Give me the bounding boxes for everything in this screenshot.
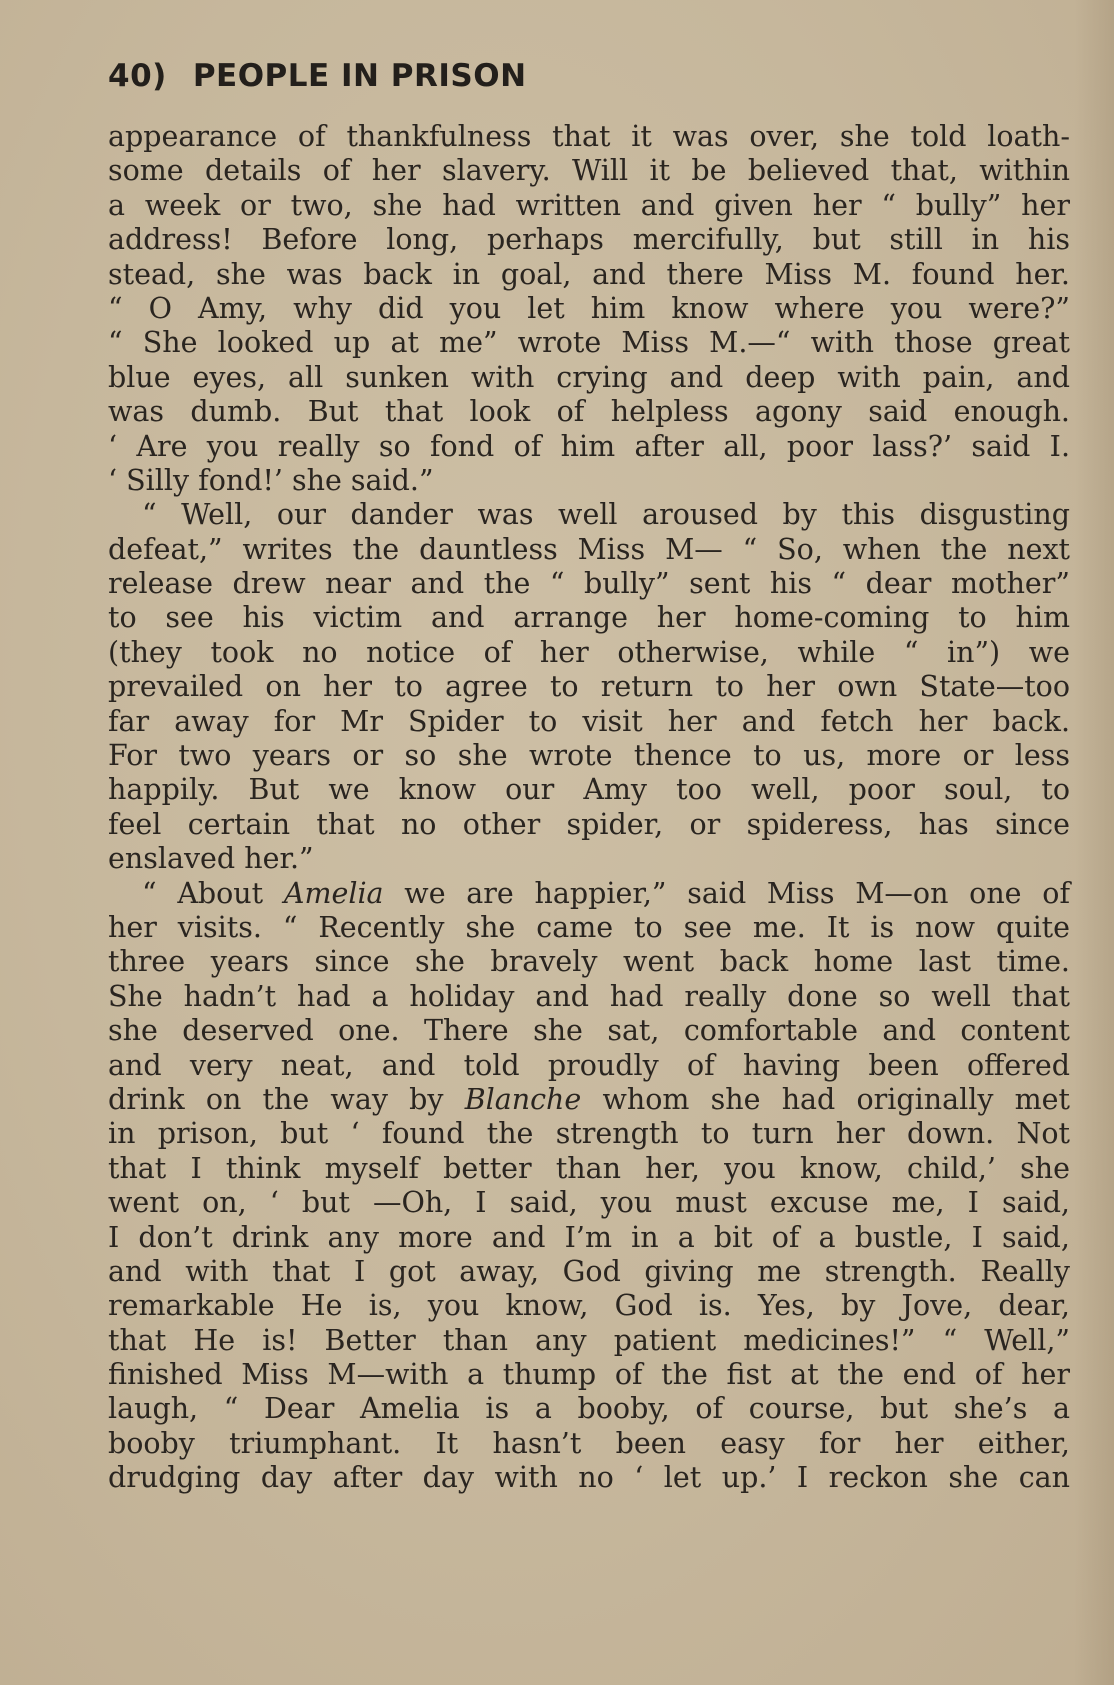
text-line: address! Before long, perhaps mercifully, but still in his (108, 223, 1070, 257)
text-line: a week or two, she had written and given her “ bully” her (108, 188, 1070, 222)
text-run: we are happier,” said Miss M—on one of (383, 876, 1070, 910)
text-line: happily. But we know our Amy too well, poor soul, to (108, 773, 1070, 807)
text-line: appearance of thankfulness that it was over, she told loath- (108, 120, 1070, 153)
text-run: whom she had originally met (581, 1082, 1070, 1116)
text-line: defeat,” writes the dauntless Miss M— “ So, when the next (108, 532, 1070, 566)
text-line: remarkable He is, you know, God is. Yes, by Jove, dear, (108, 1289, 1070, 1323)
text-line: was dumb. But that look of helpless agony said enough. (108, 395, 1070, 429)
text-line: and with that I got away, God giving me strength. Really (108, 1254, 1070, 1288)
text-line (108, 1083, 1070, 1117)
text-line: laugh, “ Dear Amelia is a booby, of course, but she’s a (108, 1392, 1070, 1426)
text-line: in prison, but ‘ found the strength to turn her down. Not (108, 1117, 1070, 1151)
text-line: She hadn’t had a holiday and had really done so well that (108, 979, 1070, 1013)
text-line: her visits. “ Recently she came to see me. It is now quite (108, 910, 1070, 944)
text-line: (they took no notice of her otherwise, while “ in”) we (108, 635, 1070, 669)
italic-name: Blanche (464, 1082, 582, 1116)
body-text (108, 120, 1070, 1496)
text-line: three years since she bravely went back home last time. (108, 945, 1070, 979)
text-line: “ Well, our dander was well aroused by this disgusting (142, 498, 1070, 532)
text-line: enslaved her.” (108, 842, 314, 876)
italic-name: Amelia (283, 876, 384, 910)
text-line: finished Miss M—with a thump of the fist at the end of her (108, 1358, 1070, 1392)
page-edge-shadow (1074, 0, 1114, 1685)
text-line: I don’t drink any more and I’m in a bit of a bustle, I said, (108, 1220, 1070, 1254)
text-line: prevailed on her to agree to return to her own State—too (108, 670, 1070, 704)
text-line: and very neat, and told proudly of having been offered (108, 1048, 1070, 1082)
running-header (108, 58, 527, 94)
text-run: drink on the way by (108, 1082, 465, 1116)
text-line (108, 877, 1070, 911)
text-line: to see his victim and arrange her home-coming to him (108, 601, 1070, 635)
text-line: stead, she was back in goal, and there Miss M. found her. (108, 257, 1070, 291)
text-line: release drew near and the “ bully” sent his “ dear mother” (108, 567, 1070, 601)
text-line: drudging day after day with no ‘ let up.’ I reckon she can (108, 1461, 1070, 1495)
running-title: PEOPLE IN PRISON (192, 58, 527, 94)
text-line: booby triumphant. It hasn’t been easy for her either, (108, 1426, 1070, 1460)
text-line: went on, ‘ but —Oh, I said, you must excuse me, I said, (108, 1186, 1070, 1220)
text-line: “ O Amy, why did you let him know where you were?” (108, 291, 1070, 325)
text-line: ‘ Are you really so fond of him after all, poor lass?’ said I. (108, 429, 1070, 463)
text-line: that He is! Better than any patient medicines!” “ Well,” (108, 1323, 1070, 1357)
text-line: she deserved one. There she sat, comfortable and content (108, 1014, 1070, 1048)
text-line: For two years or so she wrote thence to us, more or less (108, 739, 1070, 773)
text-line: blue eyes, all sunken with crying and deep with pain, and (108, 360, 1070, 394)
text-line: some details of her slavery. Will it be believed that, within (108, 154, 1070, 188)
page-number: 40) (108, 58, 167, 94)
text-run: “ About (142, 876, 284, 910)
text-line: that I think myself better than her, you know, child,’ she (108, 1151, 1070, 1185)
text-line: far away for Mr Spider to visit her and fetch her back. (108, 704, 1070, 738)
text-line: “ She looked up at me” wrote Miss M.—“ with those great (108, 326, 1070, 360)
text-line: feel certain that no other spider, or spideress, has since (108, 807, 1070, 841)
text-line: ‘ Silly fond!’ she said.” (108, 463, 434, 497)
